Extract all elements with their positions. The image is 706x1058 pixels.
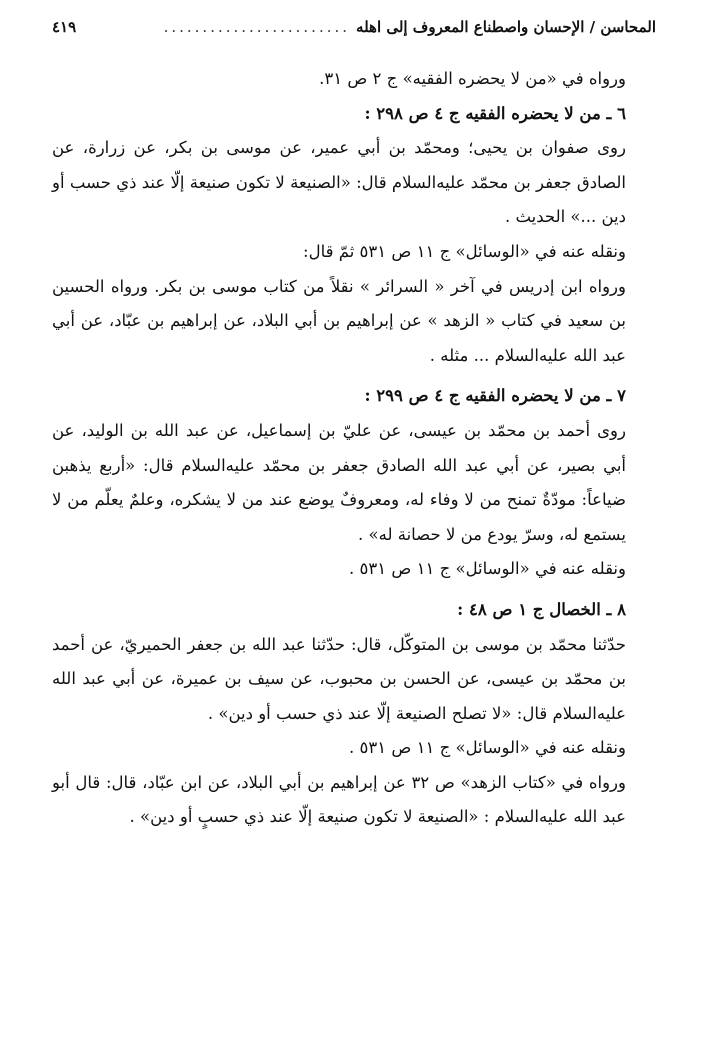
paragraph: ورواه في «كتاب الزهد» ص ٣٢ عن إبراهيم بن أبي البلاد، عن ابن عبّاد، قال: قال أبو عبد الله عليه‌السلام : «الصنيعة لا تكون صنيعة إلّا عند ذي حسبٍ أو دين» .	[52, 772, 626, 827]
paragraph: ورواه ابن إدريس في آخر « السرائر » نقلاً من كتاب موسى بن بكر. ورواه الحسين بن سعيد في كتاب « الزهد » عن إبراهيم بن أبي البلاد، عن إبراهيم بن عبّاد، عن أبي عبد الله عليه‌السلام ... مثله .	[52, 276, 626, 365]
paragraph: روى صفوان بن يحيى؛ ومحمّد بن أبي عمير، عن موسى بن بكر، عن زرارة، عن الصادق جعفر بن محمّد عليه‌السلام قال: «الصنيعة لا تكون صنيعة إلّا عند ذي حسب أو دين ...» الحديث .	[52, 138, 626, 227]
paragraph: حدّثنا محمّد بن موسى بن المتوكّل، قال: حدّثنا عبد الله بن جعفر الحميريّ، عن أحمد بن محمّد بن عيسى، عن الحسن بن محبوب، عن سيف بن عميرة، عن أبي عبد الله عليه‌السلام قال: «لا تصلح الصنيعة إلّا عند ذي حسب أو دين» .	[52, 634, 626, 723]
header-leader-dots: ........................	[163, 18, 351, 36]
body-text	[52, 62, 656, 835]
running-header-title: المحاسن / الإحسان واصطناع المعروف إلى اهله	[356, 18, 656, 36]
section-heading-8: ٨ ـ الخصال ج ١ ص ٤٨ :	[457, 599, 626, 619]
section-heading-6: ٦ ـ من لا يحضره الفقيه ج ٤ ص ٢٩٨ :	[364, 103, 626, 123]
paragraph: ونقله عنه في «الوسائل» ج ١١ ص ٥٣١ .	[349, 559, 626, 579]
running-header	[52, 14, 656, 40]
paragraph: روى أحمد بن محمّد بن عيسى، عن عليّ بن إسماعيل، عن عبد الله بن الوليد، عن أبي بصير، عن أبي عبد الله الصادق جعفر بن محمّد عليه‌السلام قال: «أربع يذهبن ضياعاً: مودّةٌ تمنح من لا وفاء له، ومعروفٌ يوضع عند من لا يشكره، وعلمٌ يعلّم من لا يستمع له، وسرّ يودع من لا حصانة له» .	[52, 420, 626, 544]
paragraph: ونقله عنه في «الوسائل» ج ١١ ص ٥٣١ .	[349, 738, 626, 758]
paragraph: ونقله عنه في «الوسائل» ج ١١ ص ٥٣١ ثمّ قال:	[303, 241, 626, 261]
section-heading-7: ٧ ـ من لا يحضره الفقيه ج ٤ ص ٢٩٩ :	[364, 386, 626, 406]
paragraph: ورواه في «من لا يحضره الفقيه» ج ٢ ص ٣١.	[319, 69, 626, 88]
page-number: ٤١٩	[52, 18, 77, 36]
